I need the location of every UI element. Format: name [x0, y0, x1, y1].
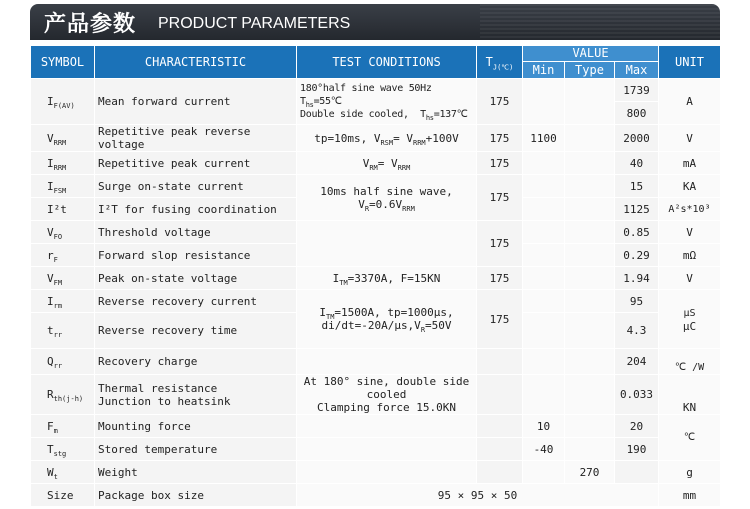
max-i2t: 1125	[615, 198, 659, 221]
cond-vrrm: tp=10ms, $V_{RSM}= V_{RRM}+100V$	[297, 125, 477, 152]
char-tstg: Stored temperature	[95, 438, 297, 461]
value-size: 95 × 95 × 50	[297, 484, 659, 507]
table-row	[31, 152, 721, 175]
table-row	[31, 79, 721, 102]
symbol-qrr: $Q_{rr}$	[31, 349, 95, 375]
unit-i2t: A²s*10³	[659, 198, 721, 221]
unit-rth: KN	[659, 375, 721, 415]
table-row	[31, 125, 721, 152]
table-row	[31, 375, 721, 415]
max-vrrm: 2000	[615, 125, 659, 152]
char-irm: Reverse recovery current	[95, 290, 297, 313]
max-vfm: 1.94	[615, 267, 659, 290]
tj-surge: 175	[477, 175, 523, 221]
unit-trr: μS μC	[659, 290, 721, 349]
char-irrm: Repetitive peak current	[95, 152, 297, 175]
char-if-av: Mean forward current	[95, 79, 297, 125]
min-vrrm: 1100	[523, 125, 565, 152]
max-if-av-2: 800	[615, 102, 659, 125]
tj-trr: 175	[477, 290, 523, 349]
unit-vfm: V	[659, 267, 721, 290]
symbol-tstg: $T_{stg}$	[31, 438, 95, 461]
symbol-trr: $t_{rr}$	[31, 313, 95, 349]
cond-irrm: $V_{RM}= V_{RRM}$	[297, 152, 477, 175]
unit-ifsm: KA	[659, 175, 721, 198]
tj-vrrm: 175	[477, 125, 523, 152]
symbol-size: Size	[31, 484, 95, 507]
table-row	[31, 415, 721, 438]
title-english: PRODUCT PARAMETERS	[158, 15, 351, 32]
char-vfm: Peak on-state voltage	[95, 267, 297, 290]
char-rf: Forward slop resistance	[95, 244, 297, 267]
table-row	[31, 267, 721, 290]
symbol-irm: $I_{rm}$	[31, 290, 95, 313]
symbol-rth: $R_{th(j-h)}$	[31, 375, 95, 415]
char-fm: Mounting force	[95, 415, 297, 438]
col-value: VALUE	[523, 46, 659, 62]
max-rth: 0.033	[615, 375, 659, 415]
symbol-i2t: I²t	[31, 198, 95, 221]
symbol-vrrm: $V_{RRM}$	[31, 125, 95, 152]
col-max: Max	[615, 62, 659, 79]
typ-wt: 270	[565, 461, 615, 484]
cond-vfm: $I_{TM}=3370A$, F=15KN	[297, 267, 477, 290]
char-trr: Reverse recovery time	[95, 313, 297, 349]
unit-rf: mΩ	[659, 244, 721, 267]
max-irm: 95	[615, 290, 659, 313]
symbol-rf: $r_F$	[31, 244, 95, 267]
cond-trr: $I_{TM}=1500A$, tp=1000μs, $di/dt=-20A/\mu s,V_R=50V$	[297, 290, 477, 349]
table-row	[31, 484, 721, 507]
tj-vfm: 175	[477, 267, 523, 290]
unit-size: mm	[659, 484, 721, 507]
min-fm: 10	[523, 415, 565, 438]
cond-rth: At 180° sine, double side cooled Clamping force 15.0KN	[297, 375, 477, 415]
char-rth: Thermal resistance Junction to heatsink	[95, 375, 297, 415]
parameters-table	[30, 45, 721, 507]
max-if-av-1: 1739	[615, 79, 659, 102]
char-qrr: Recovery charge	[95, 349, 297, 375]
section-header	[30, 4, 720, 40]
table-row	[31, 438, 721, 461]
tj-threshold: 175	[477, 221, 523, 267]
table-header-row	[31, 46, 721, 62]
max-irrm: 40	[615, 152, 659, 175]
tj-if-av: 175	[477, 79, 523, 125]
col-min: Min	[523, 62, 565, 79]
unit-vfo: V	[659, 221, 721, 244]
unit-irrm: mA	[659, 152, 721, 175]
max-trr: 4.3	[615, 313, 659, 349]
table-row	[31, 290, 721, 313]
max-fm: 20	[615, 415, 659, 438]
max-tstg: 190	[615, 438, 659, 461]
unit-wt: g	[659, 461, 721, 484]
unit-qrr: ℃ /W	[659, 349, 721, 375]
symbol-ifsm: $I_{FSM}$	[31, 175, 95, 198]
char-vrrm: Repetitive peak reverse voltage	[95, 125, 297, 152]
char-i2t: I²T for fusing coordination	[95, 198, 297, 221]
char-ifsm: Surge on-state current	[95, 175, 297, 198]
col-typ: Type	[565, 62, 615, 79]
cond-surge: 10ms half sine wave, $V_R=0.6V_{RRM}$	[297, 175, 477, 221]
max-ifsm: 15	[615, 175, 659, 198]
col-test-conditions: TEST CONDITIONS	[297, 46, 477, 79]
max-qrr: 204	[615, 349, 659, 375]
table-row	[31, 175, 721, 198]
max-vfo: 0.85	[615, 221, 659, 244]
unit-if-av: A	[659, 79, 721, 125]
col-tj: $T_{J(℃)}$	[477, 46, 523, 79]
col-characteristic: CHARACTERISTIC	[95, 46, 297, 79]
unit-fm: ℃	[659, 415, 721, 461]
tj-irrm: 175	[477, 152, 523, 175]
symbol-fm: $F_m$	[31, 415, 95, 438]
char-vfo: Threshold voltage	[95, 221, 297, 244]
symbol-wt: $W_t$	[31, 461, 95, 484]
title-chinese: 产品参数	[44, 12, 137, 37]
char-size: Package box size	[95, 484, 297, 507]
min-tstg: -40	[523, 438, 565, 461]
table-row	[31, 221, 721, 244]
table-row	[31, 461, 721, 484]
symbol-if-av: $I_{F(AV)}$	[31, 79, 95, 125]
cond-if-av: 180°half sine wave 50Hz $T_{hs}=55℃$ Double side cooled, $T_{hs}=137℃$	[297, 79, 477, 125]
col-unit: UNIT	[659, 46, 721, 79]
table-row	[31, 349, 721, 375]
max-rf: 0.29	[615, 244, 659, 267]
symbol-vfm: $V_{FM}$	[31, 267, 95, 290]
header-stripes	[480, 4, 720, 40]
symbol-irrm: $I_{RRM}$	[31, 152, 95, 175]
symbol-vfo: $V_{FO}$	[31, 221, 95, 244]
char-wt: Weight	[95, 461, 297, 484]
col-symbol: SYMBOL	[31, 46, 95, 79]
unit-vrrm: V	[659, 125, 721, 152]
